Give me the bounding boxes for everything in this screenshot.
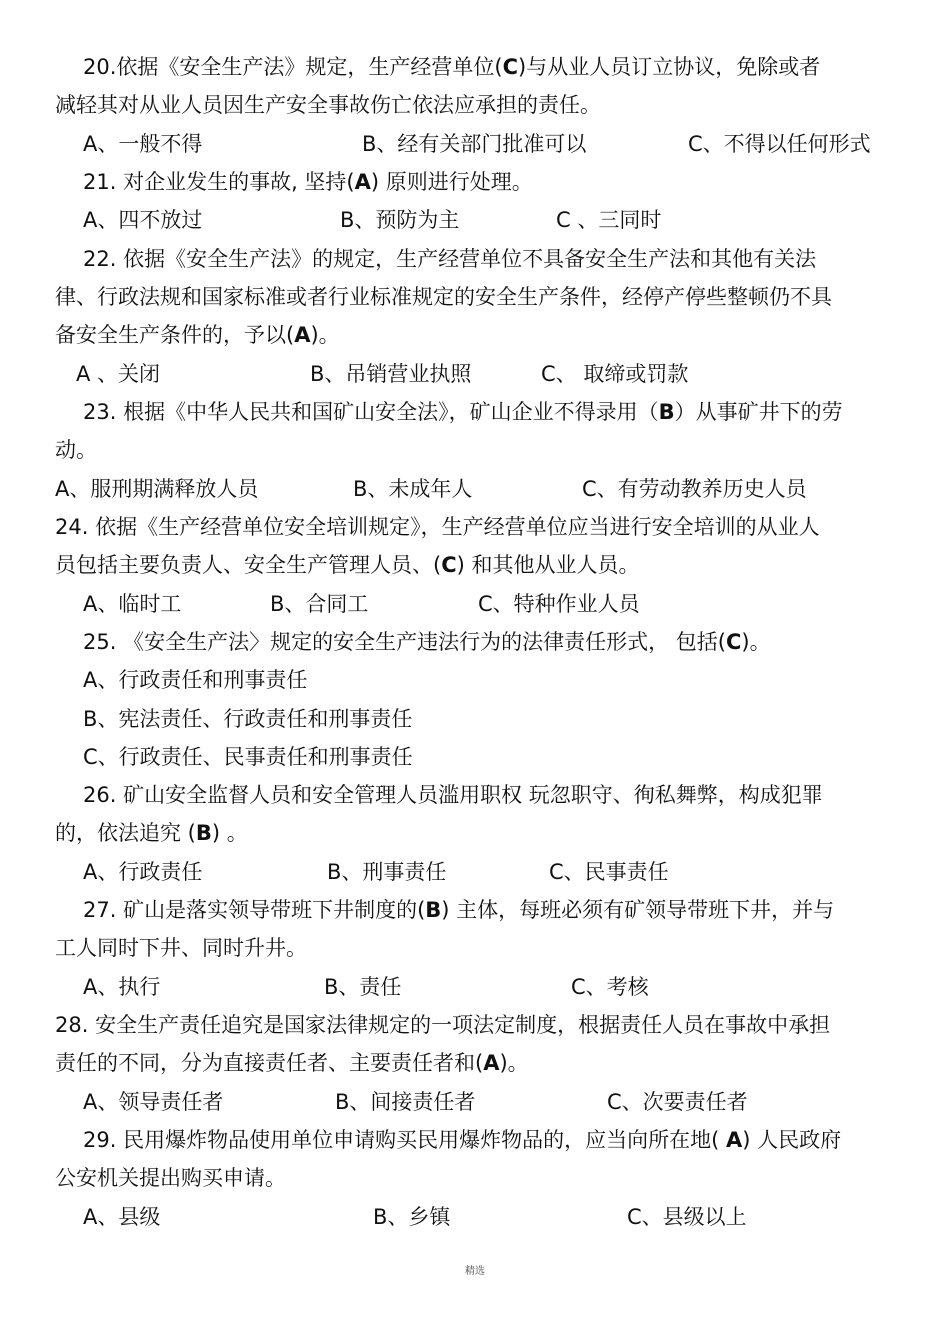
question-number: 21.	[83, 170, 124, 194]
question-text: ) 主体，每班必须有矿领导带班下井，并与	[441, 898, 835, 922]
question-text: )。	[499, 1051, 529, 1075]
question-text: 矿山安全监督人员和安全管理人员滥用职权 玩忽职守、徇私舞弊，构成犯罪	[123, 783, 823, 807]
answer-letter: C	[725, 630, 742, 654]
option-c: C、考核	[571, 975, 649, 999]
question-27-line-1	[55, 891, 943, 929]
question-22-line-2	[55, 278, 915, 316]
question-text: 责任的不同，分为直接责任者、主要责任者和(	[55, 1051, 484, 1075]
question-text: 的，依法追究 (	[55, 821, 196, 845]
question-text: 根据《中华人民共和国矿山安全法》，矿山企业不得录用（	[123, 400, 659, 424]
question-20-line-2	[55, 86, 915, 124]
question-number: 20.	[83, 55, 117, 79]
option-c: C、有劳动教养历史人员	[582, 477, 807, 501]
option-c: C、县级以上	[627, 1205, 747, 1229]
option-a: A、行政责任	[83, 860, 203, 884]
question-26-line-1	[55, 776, 943, 814]
question-26-line-2	[55, 814, 915, 852]
option-b: B、刑事责任	[327, 860, 447, 884]
question-27-line-2	[55, 929, 915, 967]
option-b: B、经有关部门批准可以	[362, 132, 587, 156]
question-22-line-3	[55, 316, 915, 354]
question-24-line-1	[55, 508, 915, 546]
question-24-line-2	[55, 546, 915, 584]
question-number: 28.	[55, 1013, 96, 1037]
option-a: A、服刑期满释放人员	[55, 477, 259, 501]
question-number: 25.	[83, 630, 124, 654]
option-b: B、乡镇	[373, 1205, 451, 1229]
question-text: )。	[310, 323, 340, 347]
question-text: 《安全生产法〉规定的安全生产违法行为的法律责任形式， 包括(	[123, 630, 726, 654]
answer-letter: A	[725, 1128, 743, 1152]
question-29-line-2	[55, 1159, 915, 1197]
option-c: C、不得以任何形式	[688, 132, 871, 156]
option-a: A、四不放过	[83, 208, 203, 232]
answer-letter: A	[483, 1051, 500, 1075]
question-text: ）从事矿井下的劳	[674, 400, 843, 424]
question-number: 24.	[55, 515, 96, 539]
question-text: 依据《安全生产法》的规定，生产经营单位不具备安全生产法和其他有关法	[123, 247, 817, 271]
question-text: 工人同时下井、同时升井。	[55, 936, 307, 960]
question-28-line-2	[55, 1044, 915, 1082]
option-a: A 、关闭	[76, 362, 161, 386]
question-text: 对企业发生的事故, 坚持(	[123, 170, 355, 194]
option-b: B、合同工	[270, 592, 369, 616]
question-text: 安全生产责任追究是国家法律规定的一项法定制度，根据责任人员在事故中承担	[95, 1013, 831, 1037]
question-text: 矿山是落实领导带班下井制度的(	[123, 898, 426, 922]
question-text: 动。	[55, 438, 97, 462]
option-c: C 、三同时	[556, 208, 662, 232]
question-29-line-1	[55, 1121, 943, 1159]
answer-letter: C	[502, 55, 519, 79]
question-number: 22.	[83, 247, 124, 271]
option-a: A、一般不得	[83, 132, 203, 156]
option-a: A、执行	[83, 975, 161, 999]
question-text: ) 人民政府	[742, 1128, 842, 1152]
option-c: C、次要责任者	[607, 1090, 748, 1114]
answer-letter: B	[195, 821, 212, 845]
answer-letter: B	[658, 400, 675, 424]
option-a: A、行政责任和刑事责任	[83, 668, 308, 692]
answer-letter: A	[294, 323, 311, 347]
question-text: 员包括主要负责人、安全生产管理人员、(	[55, 553, 442, 577]
question-23-line-1	[55, 393, 943, 431]
option-b: B、宪法责任、行政责任和刑事责任	[83, 707, 413, 731]
question-text: )。	[741, 630, 771, 654]
question-number: 26.	[83, 783, 124, 807]
question-20-line-1	[55, 48, 943, 86]
question-text: ) 原则进行处理。	[370, 170, 533, 194]
question-text: 备安全生产条件的，予以(	[55, 323, 295, 347]
option-a: A、领导责任者	[83, 1090, 224, 1114]
question-number: 27.	[83, 898, 124, 922]
option-b: B、预防为主	[340, 208, 460, 232]
question-22-line-1	[55, 240, 943, 278]
page-footer: 精选	[465, 1266, 485, 1277]
question-23-line-2	[55, 431, 915, 469]
question-28-line-1	[55, 1006, 915, 1044]
answer-letter: B	[425, 898, 442, 922]
question-text: ) 。	[211, 821, 248, 845]
option-b: B、吊销营业执照	[310, 362, 472, 386]
option-a: A、县级	[83, 1205, 161, 1229]
question-text: 民用爆炸物品使用单位申请购买民用爆炸物品的，应当向所在地(	[123, 1128, 726, 1152]
option-c: C、特种作业人员	[478, 592, 640, 616]
question-text: 减轻其对从业人员因生产安全事故伤亡依法应承担的责任。	[55, 93, 601, 117]
answer-letter: C	[441, 553, 457, 577]
question-text: )与从业人员订立协议，免除或者	[518, 55, 821, 79]
option-a: A、临时工	[83, 592, 182, 616]
question-25-line-1	[55, 623, 943, 661]
question-text: 律、行政法规和国家标准或者行业标准规定的安全生产条件，经停产停些整顿仍不具	[55, 285, 832, 309]
option-c: C、民事责任	[549, 860, 669, 884]
option-b: B、未成年人	[353, 477, 473, 501]
question-text: 公安机关提出购买申请。	[55, 1166, 286, 1190]
option-c: C、 取缔或罚款	[541, 362, 689, 386]
question-text: 依据《安全生产法》规定，生产经营单位(	[116, 55, 503, 79]
option-b: B、间接责任者	[335, 1090, 476, 1114]
question-number: 29.	[83, 1128, 124, 1152]
question-number: 23.	[83, 400, 124, 424]
question-text: ) 和其他从业人员。	[456, 553, 640, 577]
option-b: B、责任	[324, 975, 402, 999]
question-21-line-1	[55, 163, 943, 201]
question-text: 依据《生产经营单位安全培训规定》，生产经营单位应当进行安全培训的从业人	[95, 515, 820, 539]
answer-letter: A	[354, 170, 371, 194]
option-c: C、行政责任、民事责任和刑事责任	[83, 745, 413, 769]
